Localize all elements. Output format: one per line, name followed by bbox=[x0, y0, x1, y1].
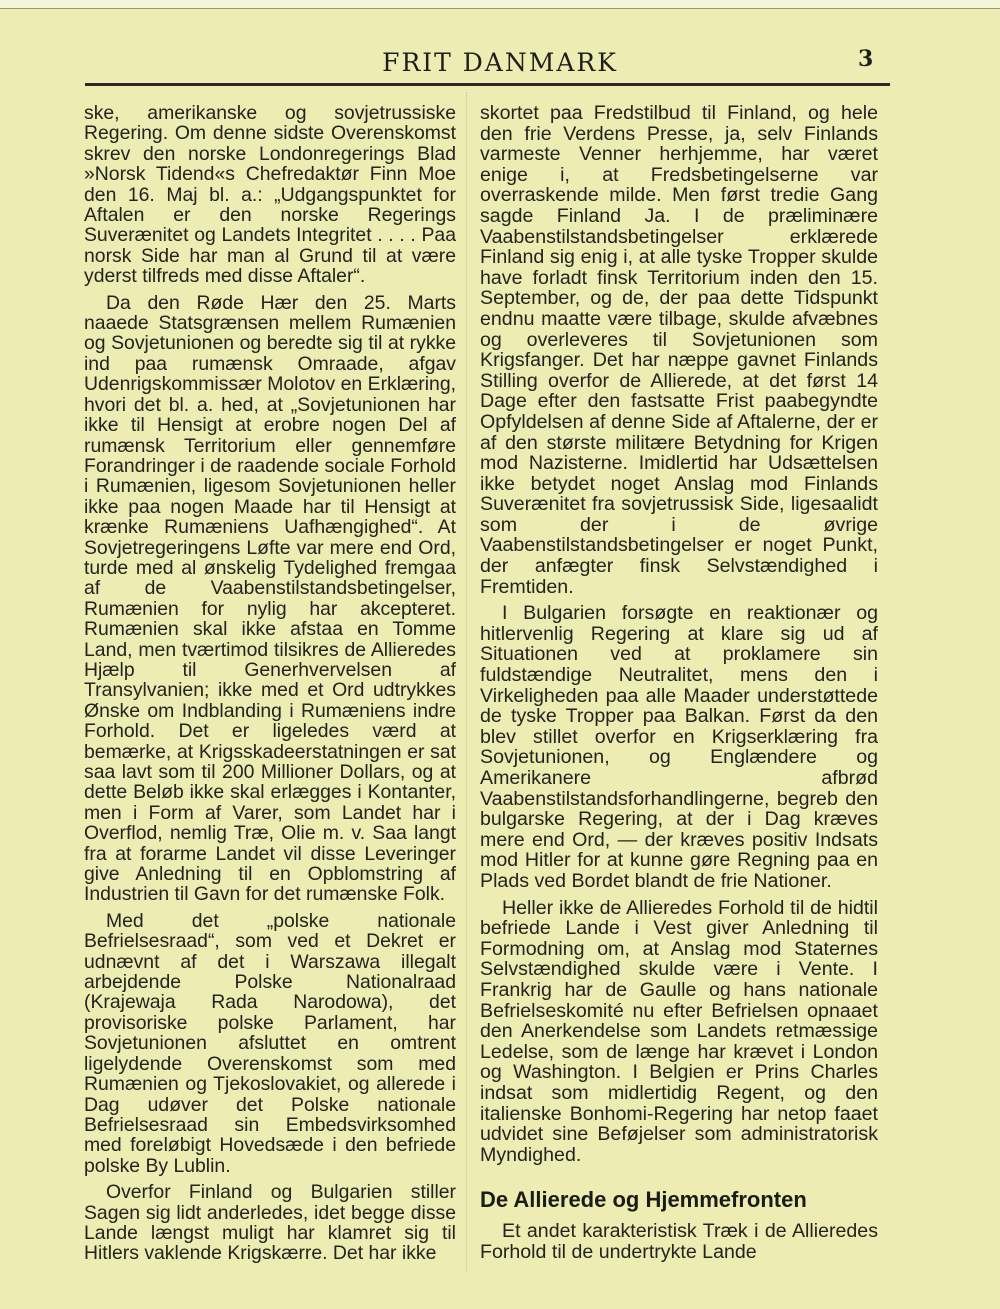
masthead-rule bbox=[85, 83, 890, 86]
right-column bbox=[480, 103, 878, 1262]
left-paragraph-1: ske, amerikanske og sovjetrussiske Regering. Om denne sidste Overenskomst skrev den norske Londonregerings Blad »Norsk Tidend«s Chefredaktør Finn Moe den 16. Maj bl. a.: „Udgangspunktet for Aftalen er den norske Regerings Suverænitet og Landets Integritet . . . . Paa norsk Side har man al Grund til at være yderst tilfreds med disse Aftaler“. bbox=[84, 102, 456, 288]
left-paragraph-2: Da den Røde Hær den 25. Marts naaede Statsgrænsen mellem Rumænien og Sovjetunionen og beredte sig til at rykke ind paa rumænsk Omraade, afgav Udenrigskommissær Molotov en Erklæring, hvori det bl. a. hed, at „Sovjetunionen har ikke til Hensigt at erobre nogen Del af rumænsk Territorium eller gennemføre Forandringer i de raadende sociale Forhold i Rumænien, ligesom Sovjetunionen heller ikke paa nogen Maade har til Hensigt at krænke Rumæniens Uafhængighed“. At Sovjetregeringens Løfte var mere end Ord, turde med al ønskelig Tydelighed fremgaa af de Vaabenstilstandsbetingelser, Rumænien for nylig har akcepteret. Rumænien skal ikke afstaa en Tomme Land, men tværtimod tilsikres de Allieredes Hjælp til Generhvervelsen af Transylvanien; ikke med et Ord udtrykkes Ønske om Indblanding i Rumæniens indre Forhold. Det er ligeledes værd at bemærke, at Krigsskadeerstatningen er sat saa lavt som til 200 Millioner Dollars, og at dette Beløb ikke skal erlægges i Kontanter, men i Form af Varer, som Landet har i Overflod, nemlig Træ, Olie m. v. Saa langt fra at forarme Landet vil disse Leveringer give Anledning til en Opblomstring af Industrien til Gavn for det rumænske Folk. bbox=[84, 291, 456, 906]
page-top-edge bbox=[0, 0, 1000, 9]
right-paragraph-2: I Bulgarien forsøgte en reaktionær og hitlervenlig Regering at klare sig ud af Situationen ved at proklamere sin fuldstændige Neutralitet, mens den i Virkeligheden paa alle Maader understøttede de tyske Tropper paa Balkan. Først da den blev stillet overfor en Krigserklæring fra Sovjetunionen, og Englændere og Amerikanere afbrød Vaabenstilstandsforhandlingerne, begreb den bulgarske Regering, at der i Dag kræves mere end Ord, — der kræves positiv Indsats mod Hitler for at kunne gøre Regning paa en Plads ved Bordet blandt de frie Nationer. bbox=[480, 602, 878, 892]
section-heading: De Allierede og Hjemmefronten bbox=[480, 1187, 807, 1213]
masthead-title: FRIT DANMARK bbox=[382, 48, 618, 77]
right-paragraph-1: skortet paa Fredstilbud til Finland, og hele den frie Verdens Presse, ja, selv Finlands varmeste Venner herhjemme, har været enige i, at Fredsbetingelserne var overraskende milde. Men først tredie Gang sagde Finland Ja. I de præliminære Vaabenstilstandsbetingelser erklærede Finland sig enig i, at alle tyske Tropper skulde have forladt finsk Territorium inden den 15. September, og de, der paa dette Tidspunkt endnu maatte være tilbage, skulde afvæbnes og overleveres til Sovjetunionen som Krigsfanger. Det har næppe gavnet Finlands Stilling overfor de Allierede, at det først 14 Dage efter den fastsatte Frist paabegyndte Opfyldelsen af denne Side af Aftalerne, der er af den største militære Betydning for Krigen mod Nazisterne. Imidlertid har Udsættelsen ikke betydet noget Anslag mod Finlands Suverænitet fra sovjetrussisk Side, ligesaalidt som der i de øvrige Vaabenstilstandsbetingelser er noget Punkt, der anfægter finsk Selvstændighed i Fremtiden. bbox=[480, 102, 878, 598]
column-gutter bbox=[466, 92, 468, 1272]
left-paragraph-3: Med det „polske nationale Befrielsesraad“, som ved et Dekret er udnævnt af det i Warszawa illegalt arbejdende Polske Nationalraad (Krajewaja Rada Narodowa), det provisoriske polske Parlament, har Sovjetunionen afsluttet en omtrent ligelydende Overenskomst som med Rumænien og Tjekoslovakiet, og allerede i Dag udøver det Polske nationale Befrielsesraad sin Embedsvirksomhed med foreløbigt Hovedsæde i den befriede polske By Lublin. bbox=[84, 909, 456, 1177]
left-paragraph-4: Overfor Finland og Bulgarien stiller Sagen sig lidt anderledes, idet begge disse Lande længst muligt har klamret sig til Hitlers vaklende Krigskærre. Det har ikke bbox=[84, 1181, 456, 1265]
left-column bbox=[84, 103, 456, 1270]
right-paragraph-3: Heller ikke de Allieredes Forhold til de hidtil befriede Lande i Vest giver Anledning til Formodning om, at Anslag mod Staternes Selvstændighed skulde være i Vente. I Frankrig har de Gaulle og hans nationale Befrielseskomité nu efter Befrielsen opnaaet den Anerkendelse som Landets retmæssige Ledelse, som de længe har krævet i London og Washington. I Belgien er Prins Charles indsat som midlertidig Regent, og den italienske Bonhomi-Regering har netop faaet udvidet sine Beføjelser som administratorisk Myndighed. bbox=[480, 896, 878, 1166]
page-number: 3 bbox=[858, 46, 874, 72]
right-paragraph-4: Et andet karakteristisk Træk i de Allieredes Forhold til de undertrykte Lande bbox=[480, 1220, 878, 1263]
